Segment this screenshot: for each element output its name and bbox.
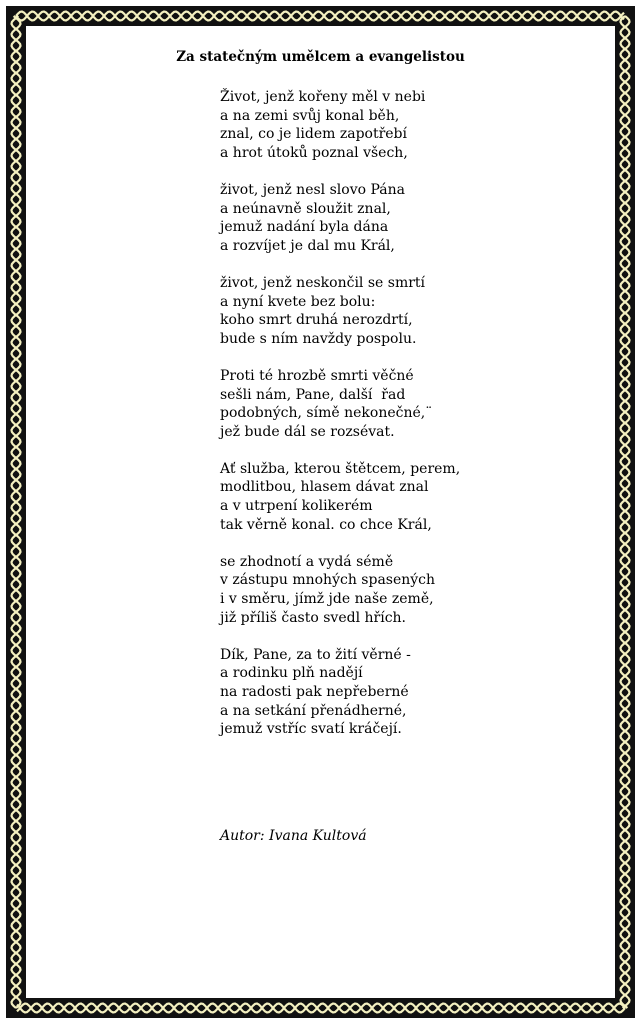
- poem-line: život, jenž neskončil se smrtí: [220, 274, 426, 291]
- stanza: [220, 367, 520, 441]
- poem-line: a neúnavně sloužit znal,: [220, 200, 391, 217]
- poem-line: a na zemi svůj konal běh,: [220, 107, 400, 124]
- poem-line: jemuž nadání byla dána: [220, 219, 389, 236]
- stanza: [220, 181, 520, 255]
- poem-line: již příliš často svedl hřích.: [220, 609, 407, 626]
- stanza: [220, 274, 520, 348]
- poem-line: na radosti pak nepřeberné: [220, 684, 409, 700]
- stanza: [220, 88, 520, 162]
- poem-line: a na setkání přenádherné,: [220, 702, 407, 719]
- poem-line: a nyní kvete bez bolu:: [220, 293, 376, 310]
- poem-line: a rozvíjet je dal mu Král,: [220, 237, 395, 254]
- poem-line: koho smrt druhá nerozdrtí,: [220, 312, 413, 329]
- author-credit: Autor: Ivana Kultová: [220, 828, 367, 844]
- poem-line: v zástupu mnohých spasených: [220, 572, 436, 589]
- poem-line: i v směru, jímž jde naše země,: [220, 591, 434, 608]
- poem-line: život, jenž nesl slovo Pána: [220, 181, 405, 198]
- poem-line: Ať služba, kterou štětcem, perem,: [220, 460, 461, 477]
- poem-line: jež bude dál se rozsévat.: [220, 423, 395, 440]
- stanza: [220, 460, 520, 534]
- poem-line: tak věrně konal. co chce Král,: [220, 516, 432, 533]
- poem-line: Dík, Pane, za to žití věrné -: [220, 646, 411, 663]
- poem-line: znal, co je lidem zapotřebí: [220, 126, 407, 143]
- poem-line: sešli nám, Pane, další řad: [220, 386, 406, 403]
- poem-line: a hrot útoků poznal všech,: [220, 144, 408, 161]
- poem-line: Život, jenž kořeny měl v nebi: [220, 89, 426, 105]
- poem-title: Za statečným umělcem a evangelistou: [176, 49, 465, 65]
- poem-line: modlitbou, hlasem dávat znal: [220, 479, 429, 496]
- poem-line: bude s ním navždy pospolu.: [220, 330, 417, 347]
- poem-line: a rodinku plň nadějí: [220, 665, 363, 682]
- poem-line: podobných, símě nekonečné,¨: [220, 405, 433, 422]
- poem-line: a v utrpení kolikerém: [220, 498, 373, 515]
- poem-line: Proti té hrozbě smrti věčné: [220, 367, 414, 384]
- poem-body: [220, 88, 520, 757]
- document-page: [26, 26, 615, 998]
- stanza: [220, 646, 520, 739]
- stanza: [220, 553, 520, 627]
- poem-line: se zhodnotí a vydá sémě: [220, 553, 394, 570]
- poem-line: jemuž vstříc svatí kráčejí.: [220, 721, 402, 738]
